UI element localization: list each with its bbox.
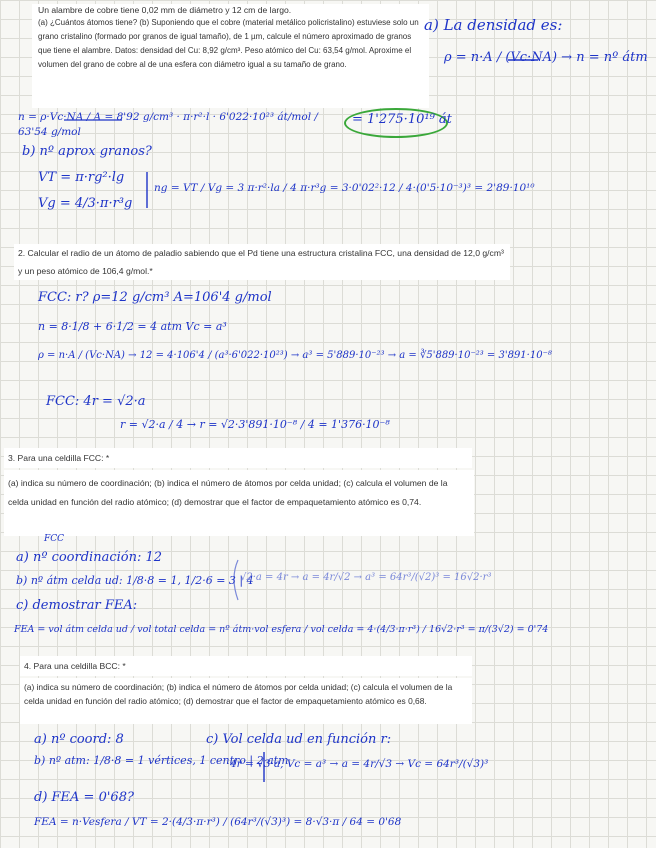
problem-3-title: 3. Para una celdilla FCC: * <box>8 453 110 463</box>
problem-4-title: 4. Para una celdilla BCC: * <box>24 661 126 671</box>
note-p1-b-vg: Vg = 4/3·π·r³g <box>38 196 133 211</box>
note-p3-c: c) demostrar FEA: <box>16 598 138 613</box>
note-p3-b: b) nº átm celda ud: 1/8·8 = 1, 1/2·6 = 3 | 4 <box>16 574 254 587</box>
problem-4-title-box <box>20 656 472 676</box>
note-p4-b: b) nº atm: 1/8·8 = 1 vértices, 1 centro | 2 atm <box>34 754 289 767</box>
note-p3-a: a) nº coordinación: 12 <box>16 550 163 565</box>
note-p1-a-label: a) La densidad es: <box>424 16 563 34</box>
problem-2-statement <box>14 244 510 280</box>
problem-3-title-box <box>4 448 472 468</box>
note-p2-r: r = √2·a / 4 → r = √2·3'891·10⁻⁸ / 4 = 1'376·10⁻⁸ <box>120 418 390 431</box>
problem-3-text: (a) indica su número de coordinación; (b) indica el número de átomos por celda unidad; (c) calcula el volumen de la celda unidad en función del radio atómico; (d) demostrar que el factor de empaquetamiento atómico es 0,74. <box>8 478 448 507</box>
problem-2-text: 2. Calcular el radio de un átomo de paladio sabiendo que el Pd tiene una estructura cristalina FCC, una densidad de 12,0 g/cm³ y un peso atómico de 106,4 g/mol.* <box>18 248 504 276</box>
note-p1-a-formula: ρ = n·A / (Vc·NA) → n = nº átm <box>444 50 648 65</box>
problem-1-statement <box>32 4 429 108</box>
note-p1-b-vt: VT = π·rg²·lg <box>38 170 125 185</box>
note-p1-b-label: b) nº aprox granos? <box>22 144 152 159</box>
note-p1-b-calc: ng = VT / Vg = 3 π·r²·la / 4 π·r³g = 3·0'02²·12 / 4·(0'5·10⁻³)³ = 2'89·10¹⁰ <box>154 182 535 194</box>
note-p2-data: FCC: r? ρ=12 g/cm³ A=106'4 g/mol <box>38 290 272 305</box>
problem-4-statement <box>20 678 472 724</box>
note-p4-c-calc: 4r = √3·a, Vc = a³ → a = 4r/√3 → Vc = 64r³/(√3)³ <box>230 758 489 770</box>
note-p4-c: c) Vol celda ud en función r: <box>206 732 392 747</box>
note-p1-a-calc: n = ρ·Vc·NA / A = 8'92 g/cm³ · π·r²·l · 6'022·10²³ át/mol / 63'54 g/mol <box>18 111 318 138</box>
note-p3-fcc: FCC <box>44 534 65 544</box>
note-p4-fea: FEA = n·Vesfera / VT = 2·(4/3·π·r³) / (64r³/(√3)³) = 8·√3·π / 64 = 0'68 <box>34 816 402 828</box>
note-p1-a-result: = 1'275·10¹⁹ át <box>352 112 452 127</box>
note-p3-side: √2·a = 4r → a = 4r/√2 → a³ = 64r³/(√2)³ = 16√2·r³ <box>240 572 492 583</box>
note-p2-fcc: FCC: 4r = √2·a <box>46 394 146 409</box>
problem-1-first-line: Un alambre de cobre tiene 0,02 mm de diámetro y 12 cm de largo. <box>38 5 292 15</box>
note-p4-d: d) FEA = 0'68? <box>34 790 134 805</box>
note-p4-a: a) nº coord: 8 <box>34 732 124 747</box>
problem-3-statement <box>4 470 474 536</box>
problem-1-text: (a) ¿Cuántos átomos tiene? (b) Suponiendo que el cobre (material metálico policristalino) estuviese solo un grano cristalino (formado por granos de igual tamaño), de 1 µm, calcule el número aproximado de granos que tiene el alambre. Datos: densidad del Cu: 8,92 g/cm³. Peso atómico del Cu: 63,54 g/mol. Aproxime el volumen del grano de cobre al de una esfera con diámetro igual a su tamaño de grano. <box>38 18 419 69</box>
note-p2-n: n = 8·1/8 + 6·1/2 = 4 atm Vc = a³ <box>38 320 227 333</box>
note-p3-fea: FEA = vol átm celda ud / vol total celda = nº átm·vol esfera / vol celda = 4·(4/3·π·r³) / 16√2·r³ = π/(3√2) = 0'74 <box>14 624 549 635</box>
note-p2-rho: ρ = n·A / (Vc·NA) → 12 = 4·106'4 / (a³·6'022·10²³) → a³ = 5'889·10⁻²³ → a = ∛5'889·10⁻²³ = 3'891·10⁻⁸ <box>38 350 552 361</box>
problem-4-text: (a) indica su número de coordinación; (b) indica el número de átomos por celda unidad; (c) calcula el volumen de la celda unidad en función del radio atómico; (d) demostrar que el factor de empaquetamiento atómico es 0,68. <box>24 682 453 706</box>
